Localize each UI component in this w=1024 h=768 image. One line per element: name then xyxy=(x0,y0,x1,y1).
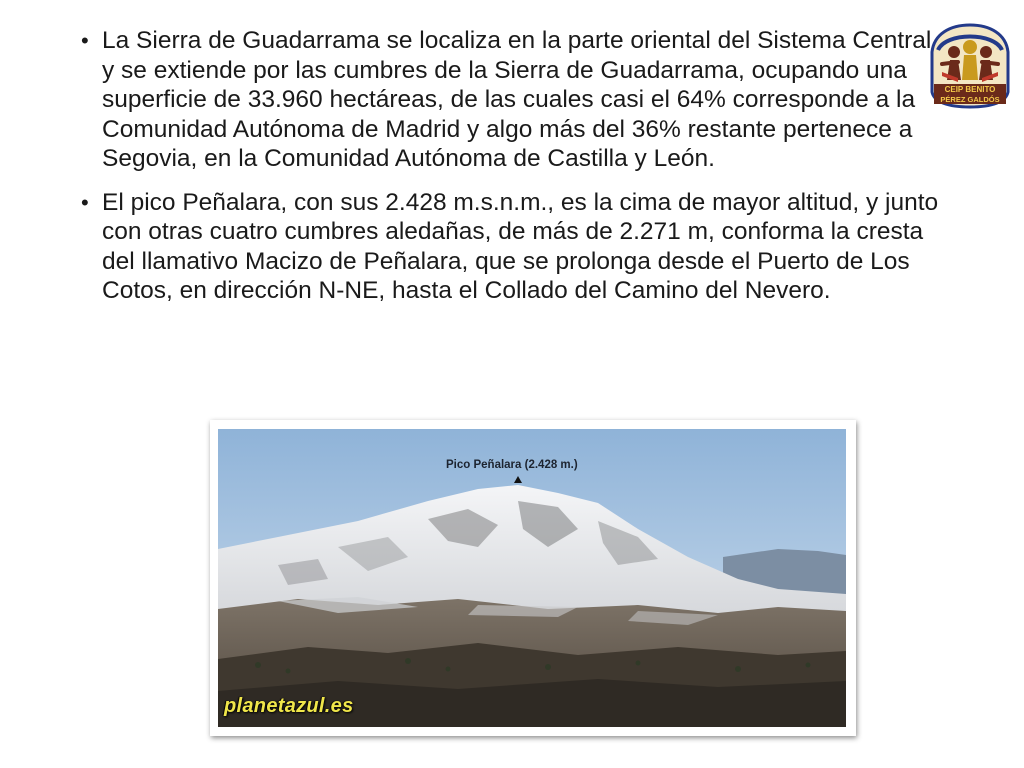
mountain-photo xyxy=(218,429,846,727)
bullet-item-sierra-guadarrama xyxy=(78,26,940,174)
photo-watermark: planetazul.es xyxy=(224,695,354,717)
mountain-landscape-image xyxy=(218,429,846,727)
peak-label: Pico Peñalara (2.428 m.) xyxy=(446,459,578,471)
school-logo xyxy=(928,22,1012,110)
peak-marker-icon xyxy=(514,476,522,483)
logo-name-line2: PÉREZ GALDÓS xyxy=(940,95,1000,104)
bullet-item-pico-penalara xyxy=(78,188,940,306)
bullet-list xyxy=(78,26,940,320)
bullet-marker: • xyxy=(81,28,89,53)
bullet-marker: • xyxy=(81,189,89,215)
logo-name-line1: CEIP BENITO xyxy=(944,85,996,94)
photo-frame xyxy=(210,420,856,736)
school-logo-graphic xyxy=(928,22,1012,110)
bullet-text: El pico Peñalara, con sus 2.428 m.s.n.m., es la cima de mayor altitud, y junto con otras cuatro cumbres aledañas, de más de 2.271 m, conforma la cresta del llamativo Macizo de Peñalara, que se prolonga desde el Puerto de Los Cotos, en dirección N-NE, hasta el Collado del Camino del Nevero. xyxy=(102,188,939,304)
bullet-text: La Sierra de Guadarrama se localiza en la parte oriental del Sistema Central y se extiende por las cumbres de la Sierra de Guadarrama, ocupando una superficie de 33.960 hectáreas, de las cuales casi el 64% corresponde a la Comunidad Autónoma de Madrid y algo más del 36% restante pertenece a Segovia, en la Comunidad Autónoma de Castilla y León. xyxy=(102,27,932,172)
